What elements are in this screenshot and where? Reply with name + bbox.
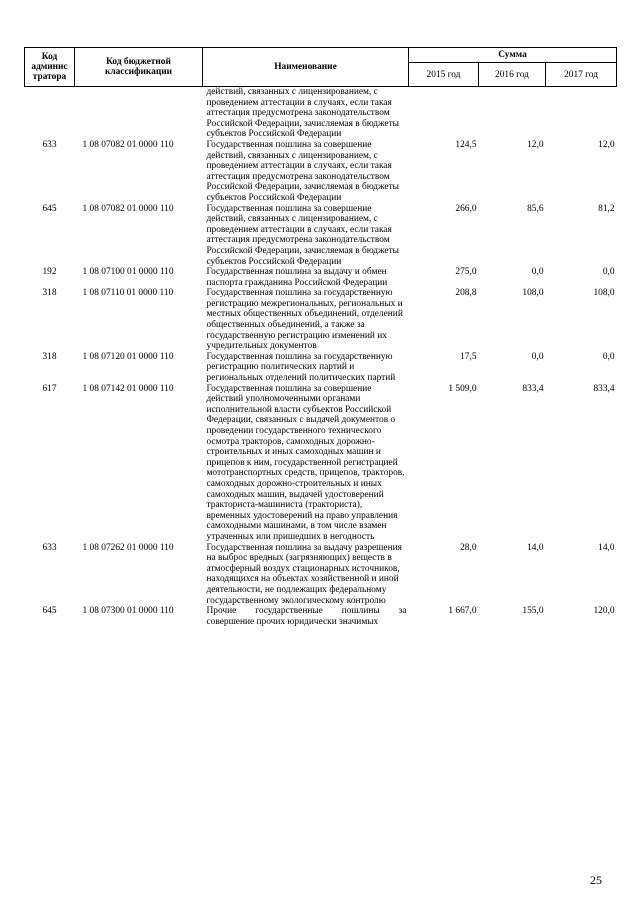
header-name: Наименование (203, 48, 409, 87)
admin-code-cell: 645 (42, 203, 57, 214)
table-row (25, 204, 617, 268)
header-year-2015: 2015 год (409, 63, 479, 87)
value-2016-cell: 12,0 (527, 139, 544, 150)
header-admin-code: Код админис тратора (25, 48, 75, 87)
table-row (25, 543, 617, 607)
budget-table (24, 47, 617, 627)
name-cell: Государственная пошлина за совершение действий, связанных с лицензированием, с проведением аттестации в случаях, если такая аттестация предусмотрена законодательством Российской Федерации, зачисляемая в бюджеты субъектов Российской Федерации (206, 203, 399, 267)
value-2016-cell: 833,4 (522, 383, 544, 394)
admin-code-cell: 318 (42, 351, 57, 362)
name-cell: Прочие государственные пошлины за совершение прочих юридически значимых (206, 606, 407, 627)
header-sum: Сумма (409, 48, 617, 63)
header-year-2017: 2017 год (546, 63, 617, 87)
value-2017-cell: 108,0 (593, 288, 615, 299)
value-2015-cell: 275,0 (455, 267, 477, 278)
value-2017-cell: 12,0 (598, 139, 615, 150)
table-row (25, 352, 617, 384)
name-cell: Государственная пошлина за совершение действий, связанных с лицензированием, с проведением аттестации в случаях, если такая аттестация предусмотрена законодательством Российской Федерации, зачисляемая в бюджеты субъектов Российской Федерации (206, 139, 399, 203)
table-row (25, 267, 617, 288)
budget-code-cell: 1 08 07082 01 0000 110 (82, 203, 174, 214)
value-2016-cell: 85,6 (527, 203, 544, 214)
budget-code-cell: 1 08 07100 01 0000 110 (82, 267, 174, 278)
budget-code-cell: 1 08 07262 01 0000 110 (82, 542, 174, 553)
admin-code-cell: 633 (42, 139, 57, 150)
table-body (25, 87, 617, 628)
value-2016-cell: 14,0 (527, 542, 544, 553)
value-2015-cell: 124,5 (455, 139, 477, 150)
value-2016-cell: 0,0 (531, 267, 544, 278)
value-2017-cell: 14,0 (598, 542, 615, 553)
table-row (25, 606, 617, 627)
admin-code-cell: 617 (42, 383, 57, 394)
header-year-2016: 2016 год (479, 63, 546, 87)
table-row (25, 384, 617, 543)
name-cell: Государственная пошлина за выдачу и обмен паспорта гражданина Российской Федерации (206, 267, 388, 288)
value-2017-cell: 0,0 (602, 267, 615, 278)
admin-code-cell: 633 (42, 542, 57, 553)
budget-code-cell: 1 08 07142 01 0000 110 (82, 383, 174, 394)
value-2015-cell: 17,5 (460, 351, 477, 362)
table-row-continuation (25, 87, 617, 140)
value-2016-cell: 108,0 (522, 288, 544, 299)
value-2015-cell: 266,0 (455, 203, 477, 214)
value-2017-cell: 833,4 (593, 383, 615, 394)
budget-code-cell: 1 08 07300 01 0000 110 (82, 606, 174, 617)
value-2017-cell: 120,0 (593, 606, 615, 617)
budget-code-cell: 1 08 07082 01 0000 110 (82, 139, 174, 150)
value-2016-cell: 0,0 (531, 351, 544, 362)
value-2015-cell: 208,8 (455, 288, 477, 299)
header-budget-code: Код бюджетной классификации (75, 48, 203, 87)
table-row (25, 140, 617, 204)
name-cell: Государственная пошлина за государственную регистрацию политических партий и региональных отделений политических партий (206, 351, 396, 384)
name-cell: Государственная пошлина за выдачу разрешения на выброс вредных (загрязняющих) веществ в атмосферный воздух стационарных источников, находящихся на объектах хозяйственной и иной деятельности, не подлежащих федеральному государственному экологическому контролю (206, 542, 402, 606)
value-2015-cell: 1 667,0 (448, 606, 477, 617)
value-2017-cell: 0,0 (602, 351, 615, 362)
value-2017-cell: 81,2 (598, 203, 615, 214)
page-number: 25 (590, 873, 602, 887)
name-cell: Государственная пошлина за государственную регистрацию межрегиональных, региональных и местных общественных объединений, отделений общественных объединений, а также за государственную регистрацию изменений их учредительных документов (206, 288, 403, 352)
value-2015-cell: 28,0 (460, 542, 477, 553)
budget-code-cell: 1 08 07110 01 0000 110 (82, 288, 174, 299)
admin-code-cell: 192 (42, 267, 57, 278)
value-2016-cell: 155,0 (522, 606, 544, 617)
admin-code-cell: 318 (42, 288, 57, 299)
admin-code-cell: 645 (42, 606, 57, 617)
name-cell: Государственная пошлина за совершение действий уполномоченными органами исполнительной власти субъектов Российской Федерации, связанных с выдачей документов о проведении государственного технического осмотра тракторов, самоходных дорожно-строительных и иных самоходных машин и прицепов к ним, государственной регистрацией мототранспортных средств, прицепов, тракторов, самоходных дорожно-строительных и иных самоходных машин, выдачей удостоверений тракториста-машиниста (тракториста), временных удостоверений на право управления самоходными машинами, в том числе взамен утраченных или пришедших в негодность (206, 383, 405, 542)
budget-code-cell: 1 08 07120 01 0000 110 (82, 351, 174, 362)
table-row (25, 288, 617, 352)
table-header (25, 48, 617, 87)
continuation-text: действий, связанных с лицензированием, с проведением аттестации в случаях, если такая аттестация предусмотрена законодательством Российской Федерации, зачисляемая в бюджеты субъектов Российской Федерации (206, 87, 399, 140)
value-2015-cell: 1 509,0 (448, 383, 477, 394)
